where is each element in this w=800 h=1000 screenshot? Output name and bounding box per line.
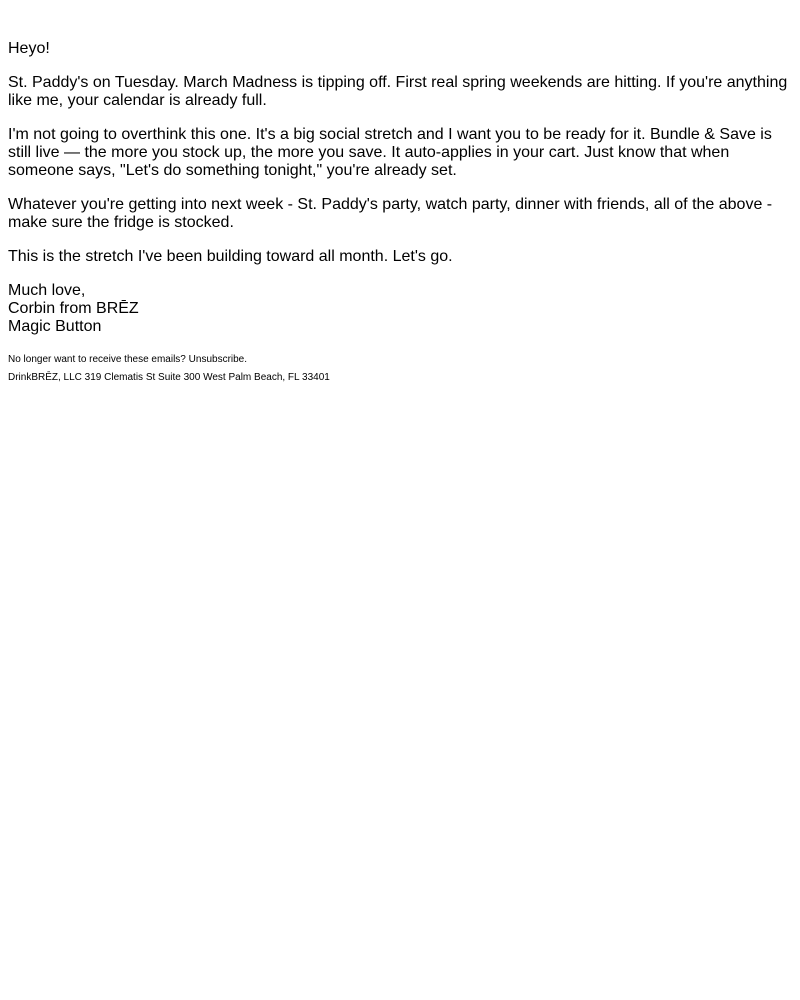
unsubscribe-line xyxy=(8,354,792,366)
unsubscribe-link[interactable]: Unsubscribe. xyxy=(188,354,248,365)
unsubscribe-prompt: No longer want to receive these emails? xyxy=(8,354,186,365)
paragraph-1: St. Paddy's on Tuesday. March Madness is tipping off. First real spring weekends are hitting. If you're anything like me, your calendar is already full. xyxy=(8,74,788,109)
signoff-sender: Corbin from BRĒZ xyxy=(8,300,139,317)
paragraph-3: Whatever you're getting into next week - St. Paddy's party, watch party, dinner with friends, all of the above - make sure the fridge is stocked. xyxy=(8,196,773,231)
greeting: Heyo! xyxy=(8,40,50,57)
signature xyxy=(8,282,792,336)
paragraph-2: I'm not going to overthink this one. It's a big social stretch and I want you to be ready for it. Bundle & Save is still live — the more you stock up, the more you save. It auto-applies in your cart. Just know that when someone says, "Let's do something tonight," you're already set. xyxy=(8,126,772,179)
paragraph-4: This is the stretch I've been building toward all month. Let's go. xyxy=(8,248,453,265)
signoff-title: Magic Button xyxy=(8,318,102,335)
email-footer xyxy=(8,354,792,384)
email-body xyxy=(0,0,800,384)
signoff-closing: Much love, xyxy=(8,282,86,299)
company-address: DrinkBRĒZ, LLC 319 Clematis St Suite 300 West Palm Beach, FL 33401 xyxy=(8,372,330,383)
